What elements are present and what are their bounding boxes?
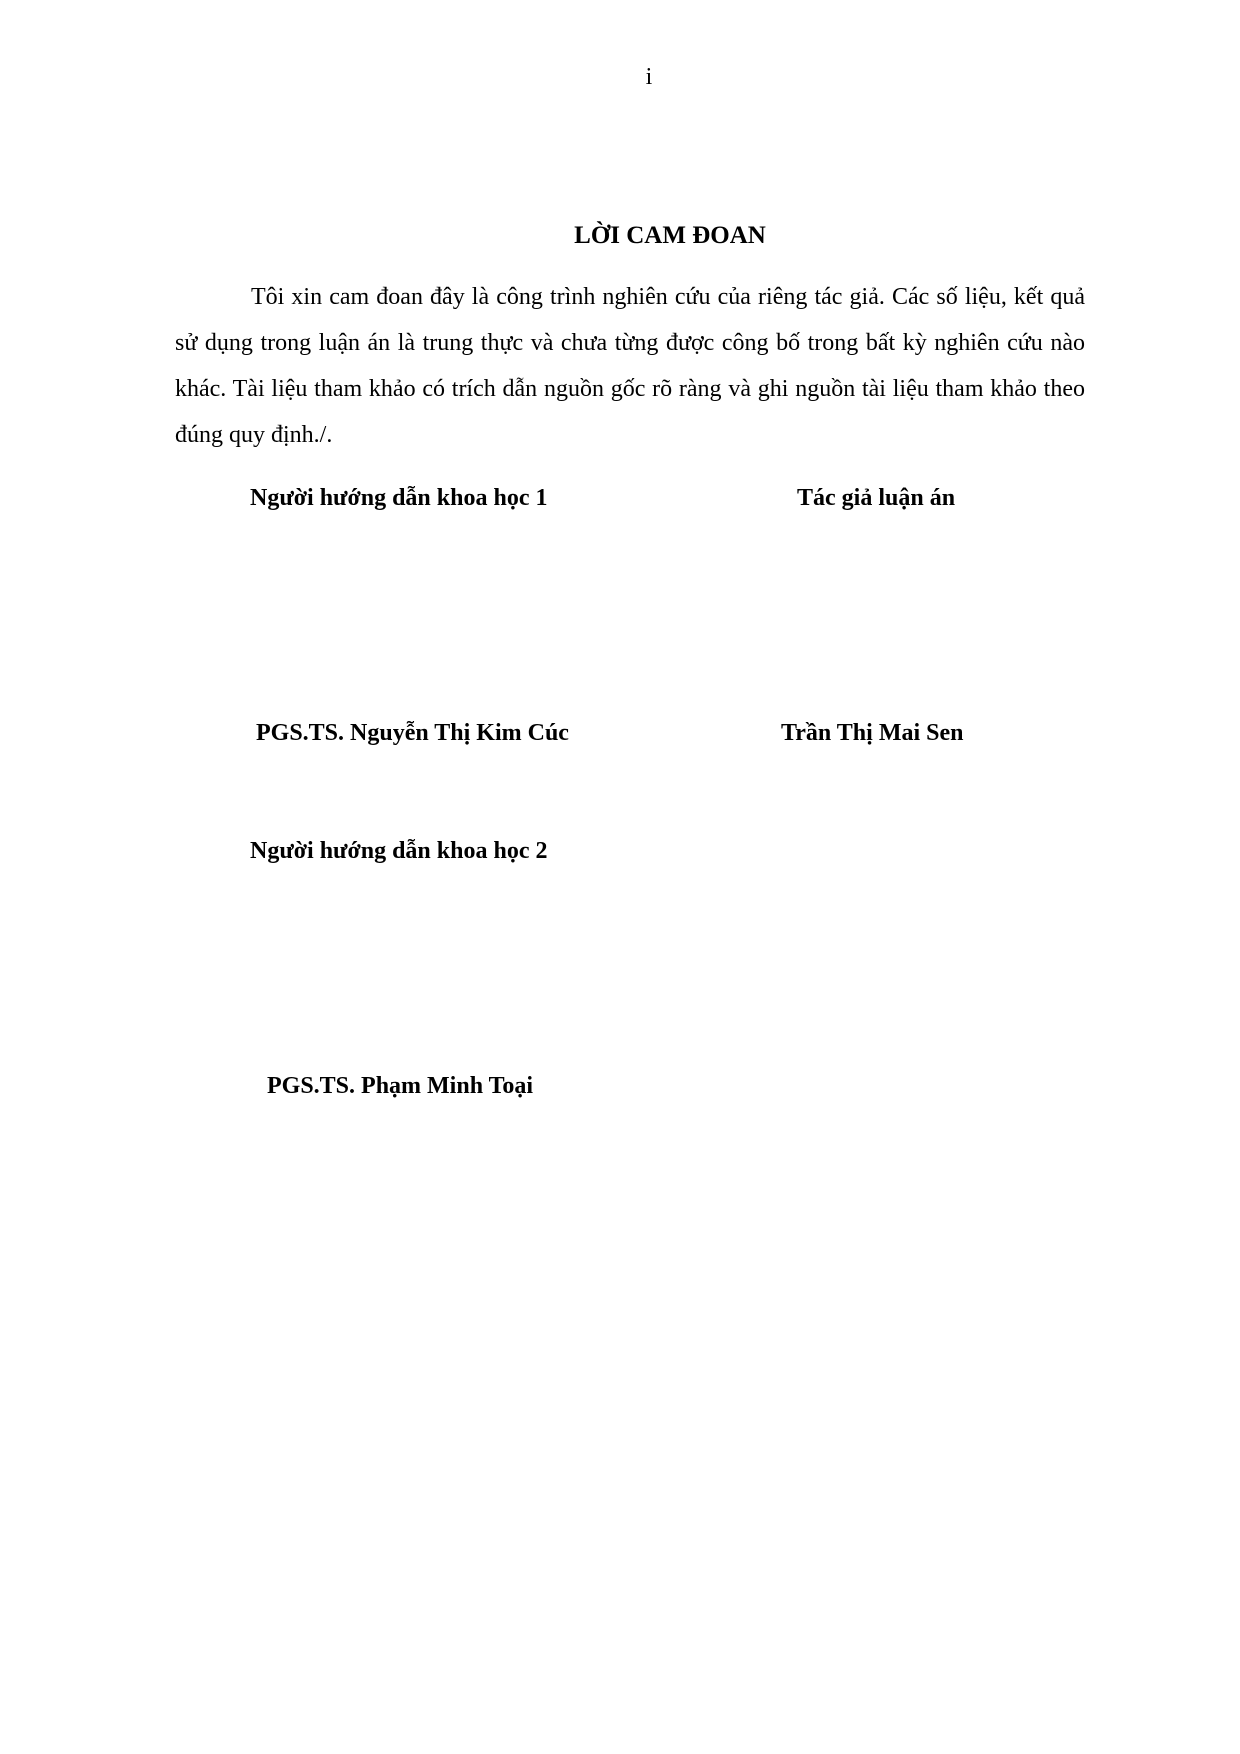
author-label: Tác giả luận án (797, 485, 956, 511)
document-title: LỜI CAM ĐOAN (574, 222, 766, 249)
page-number: i (645, 64, 653, 90)
advisor-2-label: Người hướng dẫn khoa học 2 (250, 838, 548, 864)
author-name: Trần Thị Mai Sen (781, 720, 964, 746)
advisor-2-name: PGS.TS. Phạm Minh Toại (267, 1073, 534, 1099)
declaration-paragraph: Tôi xin cam đoan đây là công trình nghiên cứu của riêng tác giả. Các số liệu, kết quả sử dụng trong luận án là trung thực và chưa từng được công bố trong bất kỳ nghiên cứu nào khác. Tài liệu tham khảo có trích dẫn nguồn gốc rõ ràng và ghi nguồn tài liệu tham khảo theo đúng quy định./. (175, 284, 1085, 448)
advisor-1-label: Người hướng dẫn khoa học 1 (250, 485, 548, 511)
advisor-1-name: PGS.TS. Nguyễn Thị Kim Cúc (256, 720, 569, 746)
